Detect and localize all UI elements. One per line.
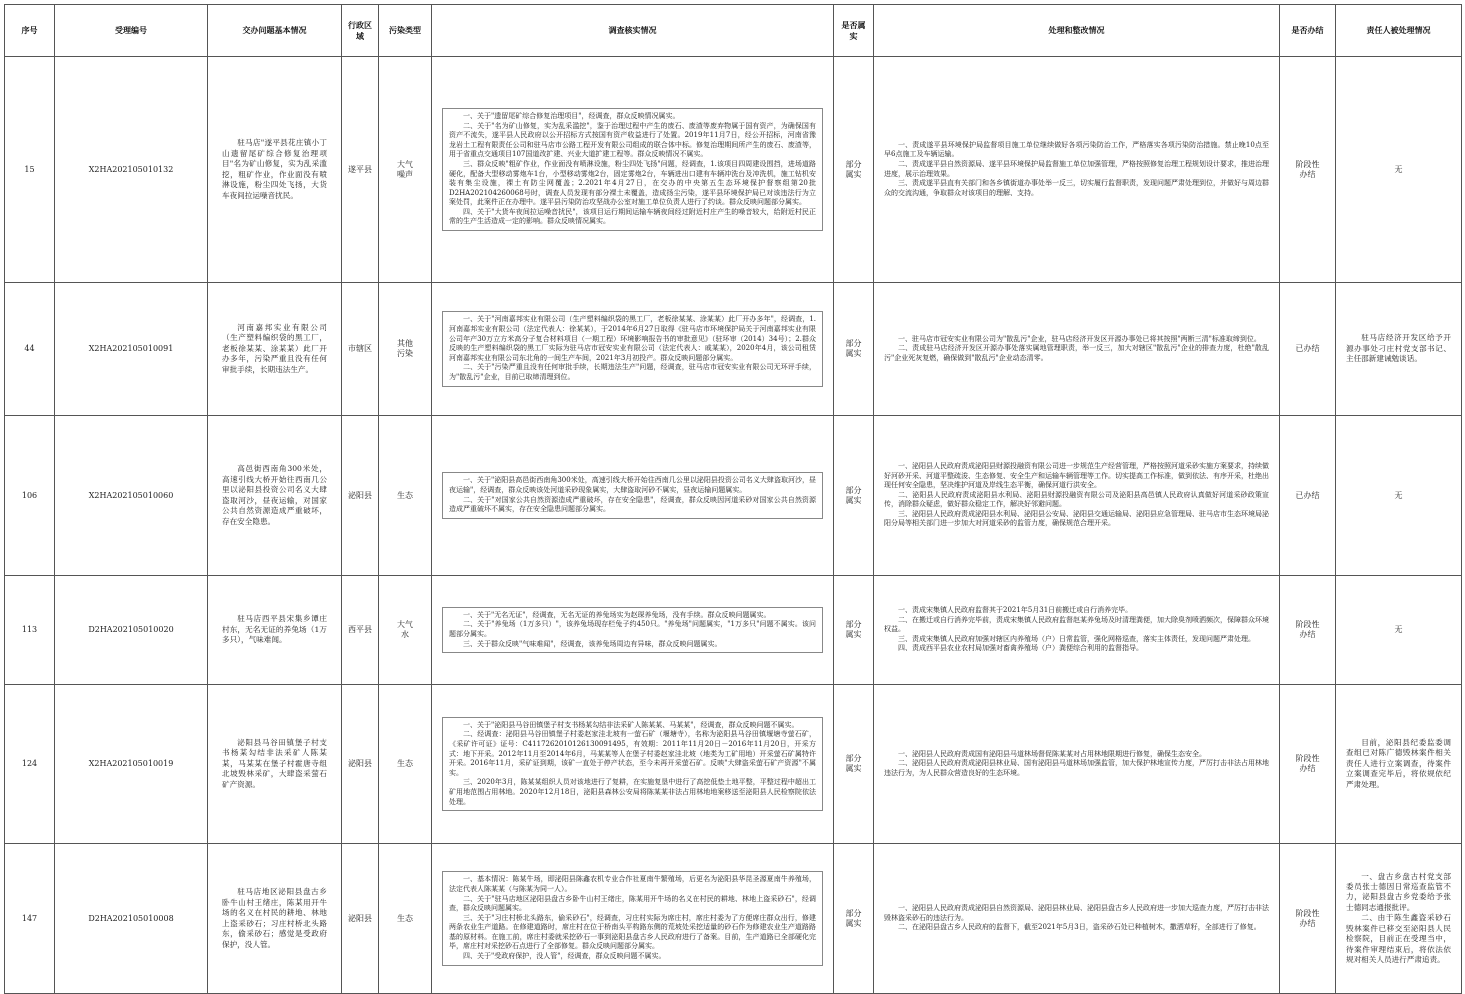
cell-accountability: 无 (1336, 576, 1462, 685)
cell-id: X2HA202105010132 (55, 57, 208, 283)
cell-investigation (432, 283, 834, 416)
cell-handling (874, 576, 1280, 685)
cell-investigation-paragraph: 一、关于"泌阳县马谷田镇堡子村支书杨某勾结非法采矿人陈某某、马某某"，经调查，群众反映问题不属实。 (463, 720, 799, 729)
table-row (5, 416, 1462, 576)
cell-investigation-paragraph: 二、关于"名为矿山修复，实为乱采滥挖"，鉴于治理过程中产生的废石、废渣等废弃物属于国有资产，为确保国有资产不流失，遂平县人民政府以公开招标方式按国有资产收益进行了处置。2019年11月7日，经公开招标，河南省豫龙岩土工程有限责任公司和驻马店市公路工程开发有限公司组成的联合体中标。修复治理期间所产生的废石、废渣等，用于省重点交通项目107国道改扩建、兴业大道扩建工程等。群众反映情况不属实。 (449, 121, 816, 159)
cell-done: 阶段性 办结 (1280, 576, 1336, 685)
cell-issue: 泌阳县马谷田镇堡子村支书杨某勾结非法采矿人陈某某，马某某在堡子村霍唐寺组北坡毁林采矿，大肆盗采萤石矿产资源。 (208, 685, 342, 844)
cell-investigation-paragraph: 一、基本情况：陈某牛场，即泌阳县陈鑫农机专业合作社夏南牛繁殖场，后更名为泌阳县华昆圣源夏南牛养殖场，法定代表人陈某某（与陈某为同一人）。 (449, 875, 816, 893)
cell-accountability (1336, 844, 1462, 994)
cell-handling-paragraph: 三、责成宋集镇人民政府加强对辖区内养殖场（户）日常监管，强化网格巡查，落实主体责任，发现问题严肃处理。 (898, 634, 1255, 643)
cell-handling (874, 416, 1280, 576)
cell-accountability (1336, 685, 1462, 844)
cell-issue: 驻马店"遂平县花庄镇小丁山遗留尾矿综合修复治理项目"名为矿山修复，实为乱采滥挖，粗矿作业，作业面没有喷淋设施，粉尘四处飞扬，大货车夜间拉运噪音扰民。 (208, 57, 342, 283)
cell-done: 阶段性 办结 (1280, 57, 1336, 283)
cell-accountability: 无 (1336, 57, 1462, 283)
header-handling: 处理和整改情况 (874, 5, 1280, 57)
cell-id: X2HA202105010060 (55, 416, 208, 576)
cell-pollution: 大气 水 (379, 576, 432, 685)
cell-accountability: 无 (1336, 416, 1462, 576)
cell-issue: 驻马店西平县宋集乡谭庄村东，无名无证的养兔场（1万多只），气味难闻。 (208, 576, 342, 685)
cell-handling-box (884, 141, 1269, 199)
cell-seq: 113 (5, 576, 55, 685)
header-id: 受理编号 (55, 5, 208, 57)
cell-is-true: 部分 属实 (834, 57, 874, 283)
header-done: 是否办结 (1280, 5, 1336, 57)
cell-handling-paragraph: 二、泌阳县人民政府责成泌阳县林业局、国有泌阳县马道林场加强监管，加大保护林地宣传力度，严厉打击非法占用林地违法行为，为人民群众营造良好的生态环境。 (884, 759, 1269, 777)
cell-investigation-paragraph: 二、关于"污染严重且没有任何审批手续，长期违法生产"问题，经调查，驻马店市冠安实业有限公司无环评手续，为"散乱污"企业，目前已取缔清理到位。 (449, 363, 816, 381)
cell-investigation-paragraph: 二、关于"对国家公共自然资源造成严重破坏，存在安全隐患"，经调查，群众反映因河道采砂对国家公共自然资源造成严重破坏不属实，存在安全隐患问题部分属实。 (449, 495, 816, 514)
cell-region: 泌阳县 (342, 844, 379, 994)
header-investigation: 调查核实情况 (432, 5, 834, 57)
cell-handling-paragraph: 四、责成西平县农业农村局加强对畜禽养殖场（户）粪便综合利用的监督指导。 (898, 644, 1143, 653)
cell-issue: 河南嘉邦实业有限公司（生产塑料编织袋的黑工厂，老板徐某某、涂某某）此厂开办多年，污染严重且没有任何审批手续，长期违法生产。 (208, 283, 342, 416)
cell-seq: 15 (5, 57, 55, 283)
cell-handling-box (884, 606, 1269, 654)
cell-done: 已办结 (1280, 416, 1336, 576)
cell-investigation (432, 844, 834, 994)
cell-region: 市辖区 (342, 283, 379, 416)
cell-handling-paragraph: 一、责成宋集镇人民政府监督其于2021年5月31日前搬迁或自行消养完毕。 (898, 606, 1133, 615)
cell-accountability-paragraph: 二、由于陈生鑫盗采砂石毁林案件已移交至泌阳县人民检察院，目前正在受理当中，待案件审理结束后，将依法依规对相关人员进行严肃追责。 (1346, 913, 1451, 964)
cell-handling-paragraph: 三、责成遂平县直有关部门和各乡镇街道办事处举一反三，切实履行监督职责，发现问题严肃处理到位，并做好与周边群众的交流沟通，争取群众对该项目的理解、支持。 (884, 179, 1269, 197)
table-body (5, 57, 1462, 994)
cell-investigation-paragraph: 三、2020年3月，陈某某组织人员对该地进行了复耕，在实施复垦中进行了高挖低垫土地平整，平整过程中超出工矿用地范围占用林地。2020年12月18日，泌阳县森林公安局将陈某某非法占用林地地案移送至泌阳县人民检察院依法处理。 (449, 778, 816, 806)
cell-issue: 驻马店地区泌阳县盘古乡卧牛山村王绪庄，陈某用开牛场的名义在村民的耕地、林地上盗采砂石；习庄村桥北头路东，偷采砂石；感觉是受政府保护，没人管。 (208, 844, 342, 994)
cell-investigation-paragraph: 一、关于"遗留尾矿综合修复治理项目"，经调查，群众反映情况属实。 (463, 111, 680, 120)
cell-id: D2HA202105010020 (55, 576, 208, 685)
cell-accountability-paragraph: 目前，泌阳县纪委监委调查组已对陈广德毁林案件相关责任人进行立案调查，待案件立案调查完毕后，将依规依纪严肃处理。 (1346, 737, 1451, 789)
cell-handling-paragraph: 一、泌阳县人民政府责成泌阳县自然资源局、泌阳县林业局、泌阳县盘古乡人民政府进一步加大巡查力度，严厉打击非法毁林盗采砂石的违法行为。 (884, 904, 1269, 922)
cell-investigation-paragraph: 二、关于"驻马店地区泌阳县盘古乡卧牛山村王绪庄，陈某用开牛场的名义在村民的耕地、林地上盗采砂石"，经调查，群众反映问题属实。 (449, 894, 816, 913)
cell-handling-paragraph: 二、责成遂平县自然资源局、遂平县环境保护局监督施工单位加强管理，严格按照修复治理工程规划设计要求，推进治理进度，展示治理效果。 (884, 159, 1269, 178)
cell-handling-paragraph: 一、泌阳县人民政府责成国有泌阳县马道林场督促陈某某对占用林地限期进行修复，确保生态安全。 (898, 749, 1206, 758)
cell-investigation-box (442, 311, 823, 386)
cell-investigation-box (442, 871, 823, 965)
cell-done: 阶段性 办结 (1280, 844, 1336, 994)
cell-pollution: 生态 (379, 685, 432, 844)
cell-handling-paragraph: 一、驻马店市冠安实业有限公司为"散乱污"企业，驻马店经济开发区开源办事处已将其按照"两断三清"标准取缔到位。 (898, 334, 1261, 343)
cell-handling-box (884, 750, 1269, 779)
cell-accountability-paragraph: 驻马店经济开发区给予开源办事处刁庄村党支部书记、主任邵新建诫勉谈话。 (1346, 333, 1451, 364)
cell-issue: 高邑街西南角300米处，高速引线大桥开始往西南几公里以泌阳县投资公司名义大肆盗取河沙，昼夜运输，对国家公共自然资源造成严重破坏，存在安全隐患。 (208, 416, 342, 576)
cell-region: 西平县 (342, 576, 379, 685)
cell-investigation (432, 416, 834, 576)
cell-investigation-box (442, 607, 823, 653)
cell-handling-box (884, 335, 1269, 364)
cell-handling-paragraph: 二、在泌阳县盘古乡人民政府的监督下，截至2021年5月3日，盗采砂石处已种植树木，撒洒草籽，全部进行了修复。 (898, 923, 1261, 932)
cell-investigation-paragraph: 四、关于"受政府保护，没人管"，经调查，群众反映问题不属实。 (463, 952, 666, 961)
cell-handling-paragraph: 二、泌阳县人民政府责成泌阳县水利局、泌阳县财源投融资有限公司及泌阳县高邑镇人民政府认真做好河道采砂政策宣传，消除群众疑虑，做好群众稳定工作，解决好邻避问题。 (884, 490, 1269, 509)
header-seq: 序号 (5, 5, 55, 57)
cell-seq: 44 (5, 283, 55, 416)
cell-handling-paragraph: 二、在搬迁或自行消养完毕前，责成宋集镇人民政府监督赵某养兔场及时清理粪便，加大除臭剂喷洒频次，保障群众环境权益。 (884, 615, 1269, 634)
cell-handling-box (884, 462, 1269, 529)
cell-accountability-paragraph: 一、盘古乡盘古村党支部委员张士德因日常巡查监管不力，泌阳县盘古乡党委给予张士德同志通报批评。 (1346, 871, 1451, 912)
cell-investigation-paragraph: 一、关于"河南嘉邦实业有限公司（生产塑料编织袋的黑工厂，老板徐某某、涂某某）此厂开办多年"，经调查，1.河南嘉邦实业有限公司（法定代表人：徐某某），于2014年6月27日取得《驻马店市环境保护局关于河南嘉邦实业有限公司年产30万立方米高分子复合材料项目（一期工程）环境影响报告书的审批意见》（驻环审（2014）34号）；2.群众反映的生产塑料编织袋的黑工厂实际为驻马店市冠安实业有限公司（法定代表人：戚某某），2020年4月，该公司租赁河南嘉邦实业有限公司东北角的一间生产车间，2021年3月初投产。群众反映问题部分属实。 (449, 315, 816, 362)
cell-investigation (432, 576, 834, 685)
cell-is-true: 部分 属实 (834, 844, 874, 994)
cell-handling (874, 685, 1280, 844)
cell-handling (874, 844, 1280, 994)
cell-region: 泌阳县 (342, 416, 379, 576)
cell-accountability (1336, 283, 1462, 416)
cell-investigation-paragraph: 一、关于"泌阳县高邑街西南角300米处，高速引线大桥开始往西南几公里以泌阳县投资公司名义大肆盗取河沙，昼夜运输"，经调查，群众反映该处河道采砂现象属实，大肆盗取河砂不属实，昼夜运输问题属实。 (449, 476, 816, 494)
header-accountability: 责任人被处理情况 (1336, 5, 1462, 57)
cell-handling-paragraph: 三、泌阳县人民政府责成泌阳县水利局、泌阳县公安局、泌阳县交通运输局、泌阳县应急管理局、驻马店市生态环境局泌阳分局等相关部门进一步加大对河道采砂的监管力度，确保规范合理开采。 (884, 509, 1269, 528)
cell-handling-box (884, 904, 1269, 933)
table-row (5, 57, 1462, 283)
cell-seq: 147 (5, 844, 55, 994)
cell-investigation-paragraph: 三、关于群众反映"气味难闻"，经调查，该养兔场周边有异味，群众反映问题属实。 (463, 639, 722, 648)
complaint-handling-table (4, 4, 1462, 994)
cell-investigation-paragraph: 三、群众反映"粗矿作业，作业面没有喷淋设施，粉尘四处飞扬"问题，经调查，1.该项目四周建设围挡，进场道路硬化，配备大型移动雾炮车1台，小型移动雾炮2台，固定雾炮2台，车辆进出口建有车辆冲洗台及冲洗机，施工钻机安装有集尘设施，裸土有防尘网覆盖；2.2021年4月27日，在交办的中央第五生态环境保护督察组第20批D2HA202104260068号时，调查人员发现有部分裸土未覆盖，造成扬尘污染，遂平县环境保护局已对该违法行为立案处罚，此案件正在办理中。遂平县污染防治攻坚战办公室对施工单位负责人进行了约谈。群众反映问题部分属实。 (449, 159, 816, 207)
cell-investigation-paragraph: 三、关于"习庄村桥北头路东，偷采砂石"，经调查，习庄村实际为席庄村，席庄村委为了方便席庄群众出行，修建两条农业生产道路。在修建道路时，席庄村在位于桥南头平构路东侧的荒坡处采挖适量的砂石作为修建农业生产道路路基的原材料。在施工前，席庄村委就采挖砂石一事到泌阳县盘古乡人民政府进行了备案。目前，生产道路已全部硬化完毕，席庄村对采挖砂石点进行了全部修复。群众反映问题部分属实。 (449, 913, 816, 951)
header-pollution: 污染类型 (379, 5, 432, 57)
cell-investigation (432, 57, 834, 283)
cell-investigation-box (442, 108, 823, 231)
header-is-true: 是否属实 (834, 5, 874, 57)
cell-done: 阶段性 办结 (1280, 685, 1336, 844)
cell-investigation-paragraph: 一、关于"无名无证"，经调查，无名无证的养兔场实为赵琛养兔场，没有手续。群众反映问题属实。 (463, 610, 771, 619)
table-row (5, 576, 1462, 685)
cell-region: 泌阳县 (342, 685, 379, 844)
cell-pollution: 大气 噪声 (379, 57, 432, 283)
table-row (5, 844, 1462, 994)
header-issue: 交办问题基本情况 (208, 5, 342, 57)
cell-investigation-paragraph: 二、经调查：泌阳县马谷田镇堡子村委赵家洼北坡有一萤石矿（堰塘寺），名称为泌阳县马谷田镇堰塘寺萤石矿，《采矿许可证》证号：C4117262010126130091495，有效期：2011年11月20日－2016年11月20日，开采方式：地下开采。2012年11月至2014年6月，马某某等人在堡子村委赵家洼北坡（地类为工矿用地）开采萤石矿属特许开采。2016年11月，采矿证到期，该矿一直处于停产状态，至今未再开采萤石矿。反映"大肆盗采萤石矿产资源"不属实。 (449, 730, 816, 777)
table-row (5, 685, 1462, 844)
table-row (5, 283, 1462, 416)
cell-handling-paragraph: 一、泌阳县人民政府责成泌阳县财源投融资有限公司进一步规范生产经营管理，严格按照河道采砂实施方案要求，持续做好河砂开采、河道平整疏浚、生态修复、安全生产和运输车辆管理等工作。切实提高工作标准，做到依法、有序开采，杜绝出现任何安全隐患，坚决维护河道及岸线生态平衡，确保河道行洪安全。 (884, 461, 1269, 490)
header-row (5, 5, 1462, 57)
cell-handling-paragraph: 一、责成遂平县环境保护局监督项目施工单位继续做好各项污染防治工作，严格落实各项污染防治措施。禁止晚10点至早6点施工及车辆运输。 (884, 140, 1269, 159)
cell-id: X2HA202105010019 (55, 685, 208, 844)
cell-is-true: 部分 属实 (834, 685, 874, 844)
cell-pollution: 其他 污染 (379, 283, 432, 416)
cell-is-true: 部分 属实 (834, 416, 874, 576)
cell-is-true: 部分 属实 (834, 283, 874, 416)
cell-handling (874, 283, 1280, 416)
cell-investigation (432, 685, 834, 844)
cell-investigation-paragraph: 二、关于"养兔场（1万多只）"，该养兔场现存栏兔子约450只。"养兔场"问题属实，"1万多只"问题不属实。该问题部分属实。 (449, 620, 816, 638)
header-region: 行政区域 (342, 5, 379, 57)
cell-id: X2HA202105010091 (55, 283, 208, 416)
cell-investigation-box (442, 472, 823, 518)
cell-pollution: 生态 (379, 416, 432, 576)
cell-seq: 124 (5, 685, 55, 844)
cell-done: 已办结 (1280, 283, 1336, 416)
cell-handling-paragraph: 二、责成驻马店经济开发区开源办事处落实属地管理职责，举一反三，加大对辖区"散乱污"企业的排查力度，杜绝"散乱污"企业死灰复燃，确保做到"散乱污"企业动态清零。 (884, 344, 1269, 362)
cell-id: D2HA202105010008 (55, 844, 208, 994)
cell-seq: 106 (5, 416, 55, 576)
cell-pollution: 生态 (379, 844, 432, 994)
cell-is-true: 部分 属实 (834, 576, 874, 685)
cell-handling (874, 57, 1280, 283)
cell-investigation-box (442, 717, 823, 811)
cell-region: 遂平县 (342, 57, 379, 283)
cell-investigation-paragraph: 四、关于"大货车夜间拉运噪音扰民"，该项目运行期间运输车辆夜间经过附近村庄产生的噪音较大，给附近村民正常的生产生活造成一定的影响。群众反映情况属实。 (449, 207, 816, 226)
